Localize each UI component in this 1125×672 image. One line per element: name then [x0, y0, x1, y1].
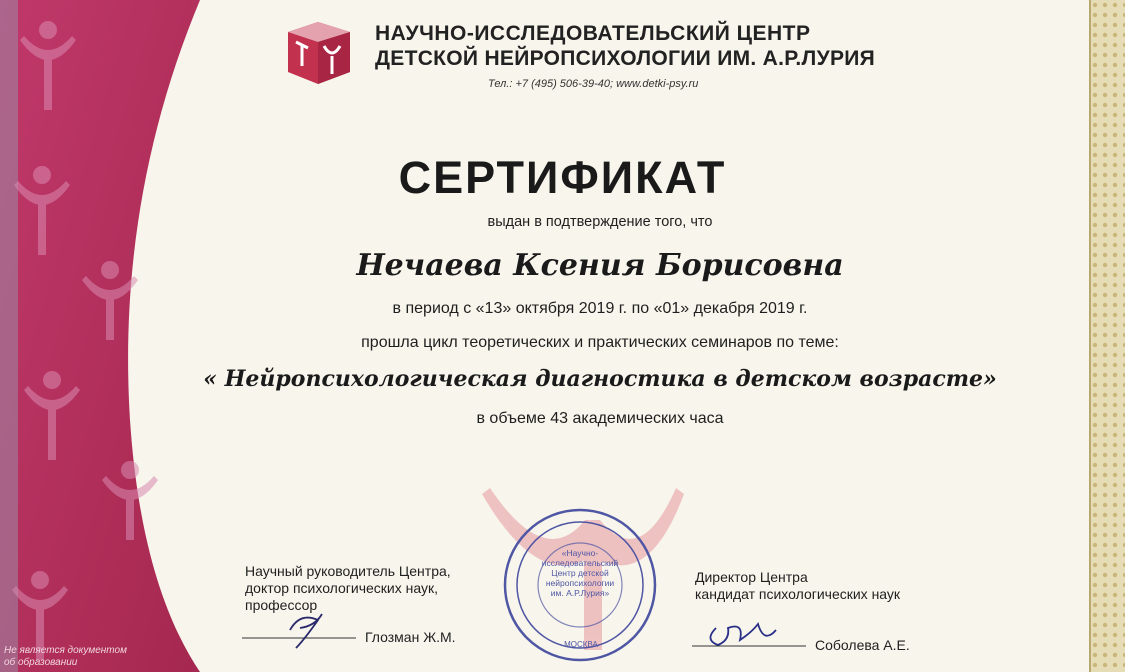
cycle-text: прошла цикл теоретических и практических семинаров по теме: — [361, 334, 839, 351]
signatory-title-line: кандидат психологических наук — [695, 586, 901, 602]
signatory-title-line: Директор Центра — [695, 569, 808, 585]
org-name-line1: НАУЧНО-ИССЛЕДОВАТЕЛЬСКИЙ ЦЕНТР — [375, 22, 811, 45]
stamp-line: им. А.Р.Лурия» — [550, 588, 610, 598]
left-signatory-title — [245, 563, 451, 614]
signatory-title-line: Научный руководитель Центра, — [245, 563, 451, 579]
certificate-title: СЕРТИФИКАТ — [398, 152, 727, 203]
right-signatory-title — [695, 569, 900, 603]
stamp-line: «Научно- — [561, 548, 599, 558]
recipient-name: Нечаева Ксения Борисовна — [356, 248, 844, 283]
signatory-title-line: профессор — [245, 597, 318, 613]
right-signatory-name: Соболева А.Е. — [815, 637, 910, 653]
footer-note-line2: об образовании — [4, 657, 78, 668]
stamp-line: исследовательский — [541, 558, 619, 568]
signatory-title-line: доктор психологических наук, — [245, 580, 439, 596]
left-signatory-name: Глозман Ж.М. — [365, 629, 456, 645]
stamp-text — [528, 548, 632, 598]
footer-note-line1: Не является документом — [4, 645, 127, 656]
stamp-line: нейропсихологии — [545, 578, 615, 588]
stamp-line: Центр детской — [551, 568, 609, 578]
seminar-topic: « Нейропсихологическая диагностика в детском возрасте» — [203, 366, 997, 392]
stamp-city: МОСКВА — [564, 640, 598, 649]
issued-for-text: выдан в подтверждение того, что — [487, 214, 713, 230]
org-contacts: Тел.: +7 (495) 506-39-40; www.detki-psy.ru — [488, 78, 699, 90]
period-text: в период с «13» октября 2019 г. по «01» декабря 2019 г. — [392, 300, 808, 317]
hours-volume: в объеме 43 академических часа — [476, 410, 724, 427]
logo — [288, 22, 350, 84]
org-name-line2: ДЕТСКОЙ НЕЙРОПСИХОЛОГИИ ИМ. А.Р.ЛУРИЯ — [375, 47, 876, 70]
